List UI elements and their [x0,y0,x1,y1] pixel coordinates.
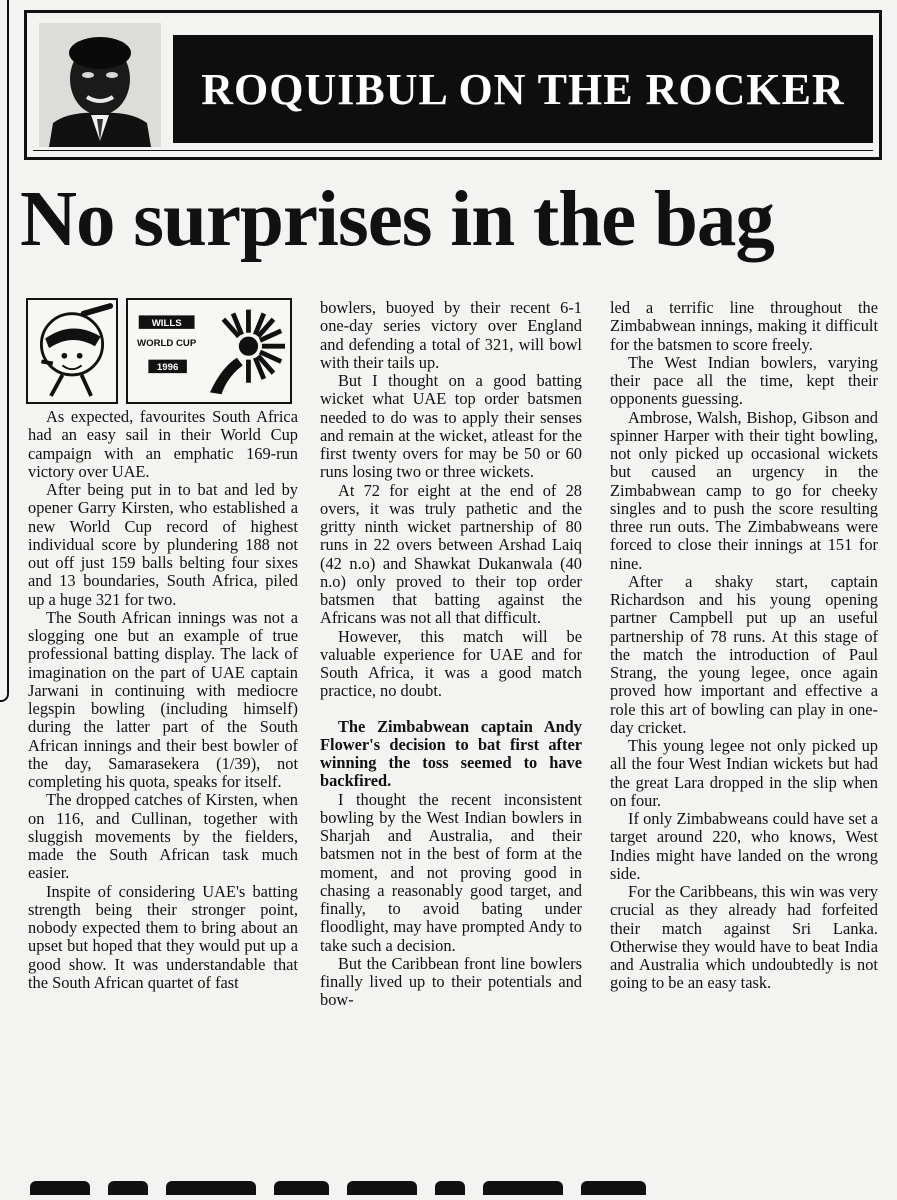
article-column-2 [320,299,582,1010]
logo-text-year: 1996 [156,362,179,374]
paragraph: Ambrose, Walsh, Bishop, Gibson and spinner Harper with their tight bowling, not only picked up occasional wickets but caused an urgency in the Zimbabwean camp to go for cheeky singles and to push the score resulting three run outs. The Zimbabweans were forced to close their innings at 151 for nine. [610,407,878,573]
paragraph: The South African innings was not a slogging one but an example of true professional batting display. The lack of imagination on the part of UAE captain Jarwani in continuing with mediocre legspin bowling (including himself) during the latter part of the South African innings and their best bowler of the day, Samarasekera (1/39), not completing his quota, speaks for itself. [28,607,298,791]
paragraph: If only Zimbabweans could have set a target around 220, who knows, West Indies might have landed on the wrong side. [610,809,878,883]
paragraph: Inspite of considering UAE's batting strength being their stronger point, nobody expected them to bring about an upset but hoped that they would put up a good show. It was understandable that the South African quartet of fast [28,881,298,992]
column-banner: ROQUIBUL ON THE ROCKER [173,35,873,143]
paragraph: For the Caribbeans, this win was very crucial as they already had forfeited their match against Sri Lanka. Otherwise they would have to beat India and Australia which undoubtedly is not going to be an easy task. [610,882,878,993]
paragraph: bowlers, buoyed by their recent 6-1 one-day series victory over England and defending a total of 321, will bowl with their tails up. [320,298,582,372]
next-headline-fragment [30,1180,880,1200]
paragraph: After being put in to bat and led by opener Garry Kirsten, who established a new World Cup record of highest individual score by plundering 188 not out off just 159 balls belting four sixes and 13 boundaries, South Africa, piled up a huge 321 for two. [28,480,298,609]
paragraph: After a shaky start, captain Richardson and his young opening partner Campbell put up an useful partnership of 78 runs. At this stage of the match the introduction of Paul Strang, the young legee, once again proved how important and effective a role this art of bowling can play in one-day cricket. [610,571,878,737]
paragraph: As expected, favourites South Africa had an easy sail in their World Cup campaign with an emphatic 169-run victory over UAE. [28,407,298,481]
paragraph: But the Caribbean front line bowlers finally lived up to their potentials and bow- [320,953,582,1010]
article-headline: No surprises in the bag [20,176,774,263]
paragraph: But I thought on a good batting wicket what UAE top order batsmen needed to do was to apply their senses and remain at the wicket, atleast for the first twenty overs for may be 50 or 60 runs losing two or three wickets. [320,371,582,482]
logo-text-worldcup: WORLD CUP [137,338,197,350]
paragraph: led a terrific line throughout the Zimbabwean innings, making it difficult for the batsmen to score freely. [610,298,878,354]
paragraph: However, this match will be valuable experience for UAE and for South Africa, it was a good match practice, no doubt. [320,626,582,701]
cricket-mascot-logo [26,298,118,404]
logo-text-wills: WILLS [151,317,182,329]
article-column-3 [610,299,878,993]
article-column-1 [28,408,298,992]
column-header [24,10,882,160]
paragraph: This young legee not only picked up all the four West Indian wickets but had the great Lara dropped in the slip when on four. [610,736,878,810]
paragraph: At 72 for eight at the end of 28 overs, it was truly pathetic and the gritty ninth wicket partnership of 80 runs in 22 overs between Arshad Laiq (42 n.o) and Shawkat Dukanwala (40 n.o) only proved to their top order batsmen that batting against the Africans was not all that difficult. [320,480,582,628]
columnist-photo [39,23,161,147]
paragraph: The dropped catches of Kirsten, when on 116, and Cullinan, together with sluggish movements by the fielders, made the South African task much easier. [28,790,298,883]
subsection-lead: The Zimbabwean captain Andy Flower's decision to bat first after winning the toss seemed to have backfired. [320,716,582,791]
paragraph: I thought the recent inconsistent bowling by the West Indian bowlers in Sharjah and Australia, and their batsmen not in the best of form at the moment, and not proving good in chasing a reasonably good target, and finally, to avoid bating under floodlight, may have prompted Andy to take such a decision. [320,789,582,955]
paragraph: The West Indian bowlers, varying their pace all the time, kept their opponents guessing. [610,352,878,409]
column-rule [0,0,9,702]
world-cup-logo [126,298,292,404]
